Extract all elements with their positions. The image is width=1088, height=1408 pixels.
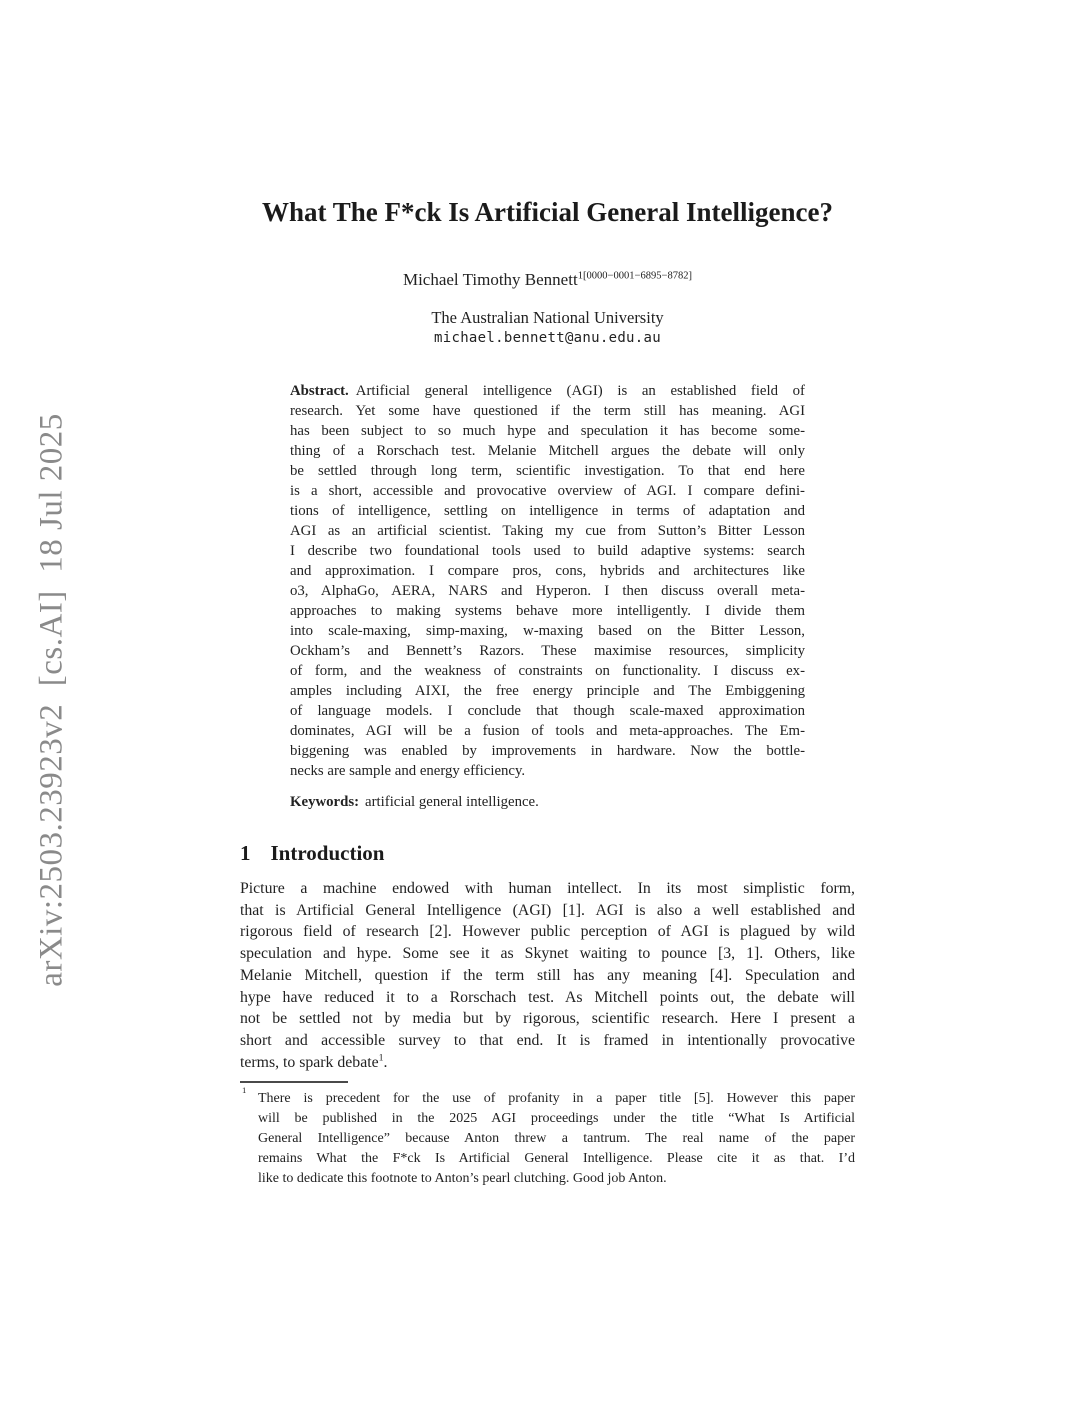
abstract-line: thing of a Rorschach test. Melanie Mitchell argues the debate will only [290,443,805,459]
abstract-first-line-text: Artificial general intelligence (AGI) is an established field of [355,383,805,399]
abstract-first-line [290,381,805,401]
footnote-last-line: like to dedicate this footnote to Anton’s pearl clutching. Good job Anton. [258,1171,667,1186]
introduction-last-line [240,1052,855,1074]
introduction-line: Melanie Mitchell, question if the term still has any meaning [4]. Speculation and [240,966,855,984]
abstract-line: o3, AlphaGo, AERA, NARS and Hyperon. I then discuss overall meta- [290,583,805,599]
author-email: michael.bennett@anu.edu.au [434,330,661,346]
abstract-line: amples including AIXI, the free energy principle and The Embiggening [290,683,805,699]
keywords-text: artificial general intelligence. [365,794,539,810]
introduction-last-line-text: terms, to spark debate [240,1053,379,1071]
abstract-line: of form, and the weakness of constraints on functionality. I discuss ex- [290,663,805,679]
affiliation: The Australian National University [431,308,664,327]
arxiv-watermark: arXiv:2503.23923v2 [cs.AI] 18 Jul 2025 [33,413,70,987]
abstract-line: into scale-maxing, simp-maxing, w-maxing based on the Bitter Lesson, [290,623,805,639]
author-orcid-superscript: 1[0000−0001−6895−8782] [577,270,693,282]
abstract-last-line: necks are sample and energy efficiency. [290,763,526,779]
abstract-line: be settled through long term, scientific investigation. To that end here [290,463,805,479]
abstract-lines [290,401,805,761]
introduction-lines [240,878,855,1052]
footnote-first-line-text: There is precedent for the use of profanity in a paper title [5]. However this paper [258,1091,855,1106]
introduction-line: speculation and hype. Some see it as Skynet waiting to pounce [3, 1]. Others, like [240,945,855,963]
abstract-line: biggening was enabled by improvements in hardware. Now the bottle- [290,743,805,759]
introduction-line: not be settled not by media but by rigorous, scientific research. Here I present a [240,1010,855,1028]
abstract-line: is a short, accessible and provocative overview of AGI. I compare defini- [290,483,805,499]
footnote-line: remains What the F*ck Is Artificial General Intelligence. Please cite it as that. I’d [258,1151,855,1166]
abstract-line: AGI as an artificial scientist. Taking my cue from Sutton’s Bitter Lesson [290,523,805,539]
paper-content [240,0,855,1408]
footnote-line: General Intelligence” because Anton threw a tantrum. The real name of the paper [258,1131,855,1146]
abstract-line: has been subject to so much hype and speculation it has become some- [290,423,805,439]
footnote-reference-superscript: 1 [378,1052,384,1064]
introduction-last-line-period: . [383,1053,388,1071]
introduction-line: hype have reduced it to a Rorschach test. As Mitchell points out, the debate will [240,988,855,1006]
footnote-rule [240,1081,348,1083]
paper-title: What The F*ck Is Artificial General Intelligence? [262,197,833,227]
section-number: 1 [240,841,251,865]
abstract-line: dominates, AGI will be a fusion of tools and meta-approaches. The Em- [290,723,805,739]
abstract-line: research. Yet some have questioned if the term still has meaning. AGI [290,403,805,419]
introduction-line: Picture a machine endowed with human intellect. In its most simplistic form, [240,880,855,897]
introduction-line: that is Artificial General Intelligence (AGI) [1]. AGI is also a well established and [240,901,855,919]
keywords-label: Keywords: [290,794,360,810]
abstract-line: tions of intelligence, settling on intelligence in terms of adaptation and [290,503,805,519]
keywords-line [290,794,805,811]
introduction-line: short and accessible survey to that end. It is framed in intentionally provocative [240,1031,855,1049]
section-title: Introduction [270,841,385,865]
abstract-line: Ockham’s and Bennett’s Razors. These maximise resources, simplicity [290,643,805,659]
introduction-paragraph [240,878,855,1073]
abstract-label: Abstract. [290,383,349,399]
abstract-line: I describe two foundational tools used to build adaptive systems: search [290,543,805,559]
abstract-line: and approximation. I compare pros, cons, hybrids and architectures like [290,563,805,579]
author-name: Michael Timothy Bennett [402,270,578,289]
footnote-line: will be published in the 2025 AGI proceedings under the title “What Is Artificial [258,1111,855,1126]
abstract-line: of language models. I conclude that though scale-maxed approximation [290,703,805,719]
footnote-lines [258,1109,855,1169]
introduction-line: rigorous field of research [2]. However public perception of AGI is plagued by wild [240,923,855,941]
abstract-block [290,381,805,781]
footnote-first-line: 1 There is precedent for the use of profanity in a paper title [5]. However this paper [242,1085,855,1106]
author-line [240,270,855,290]
abstract-line: approaches to making systems behave more intelligently. I divide them [290,603,805,619]
section-heading [240,841,384,866]
footnote-block [242,1085,855,1189]
